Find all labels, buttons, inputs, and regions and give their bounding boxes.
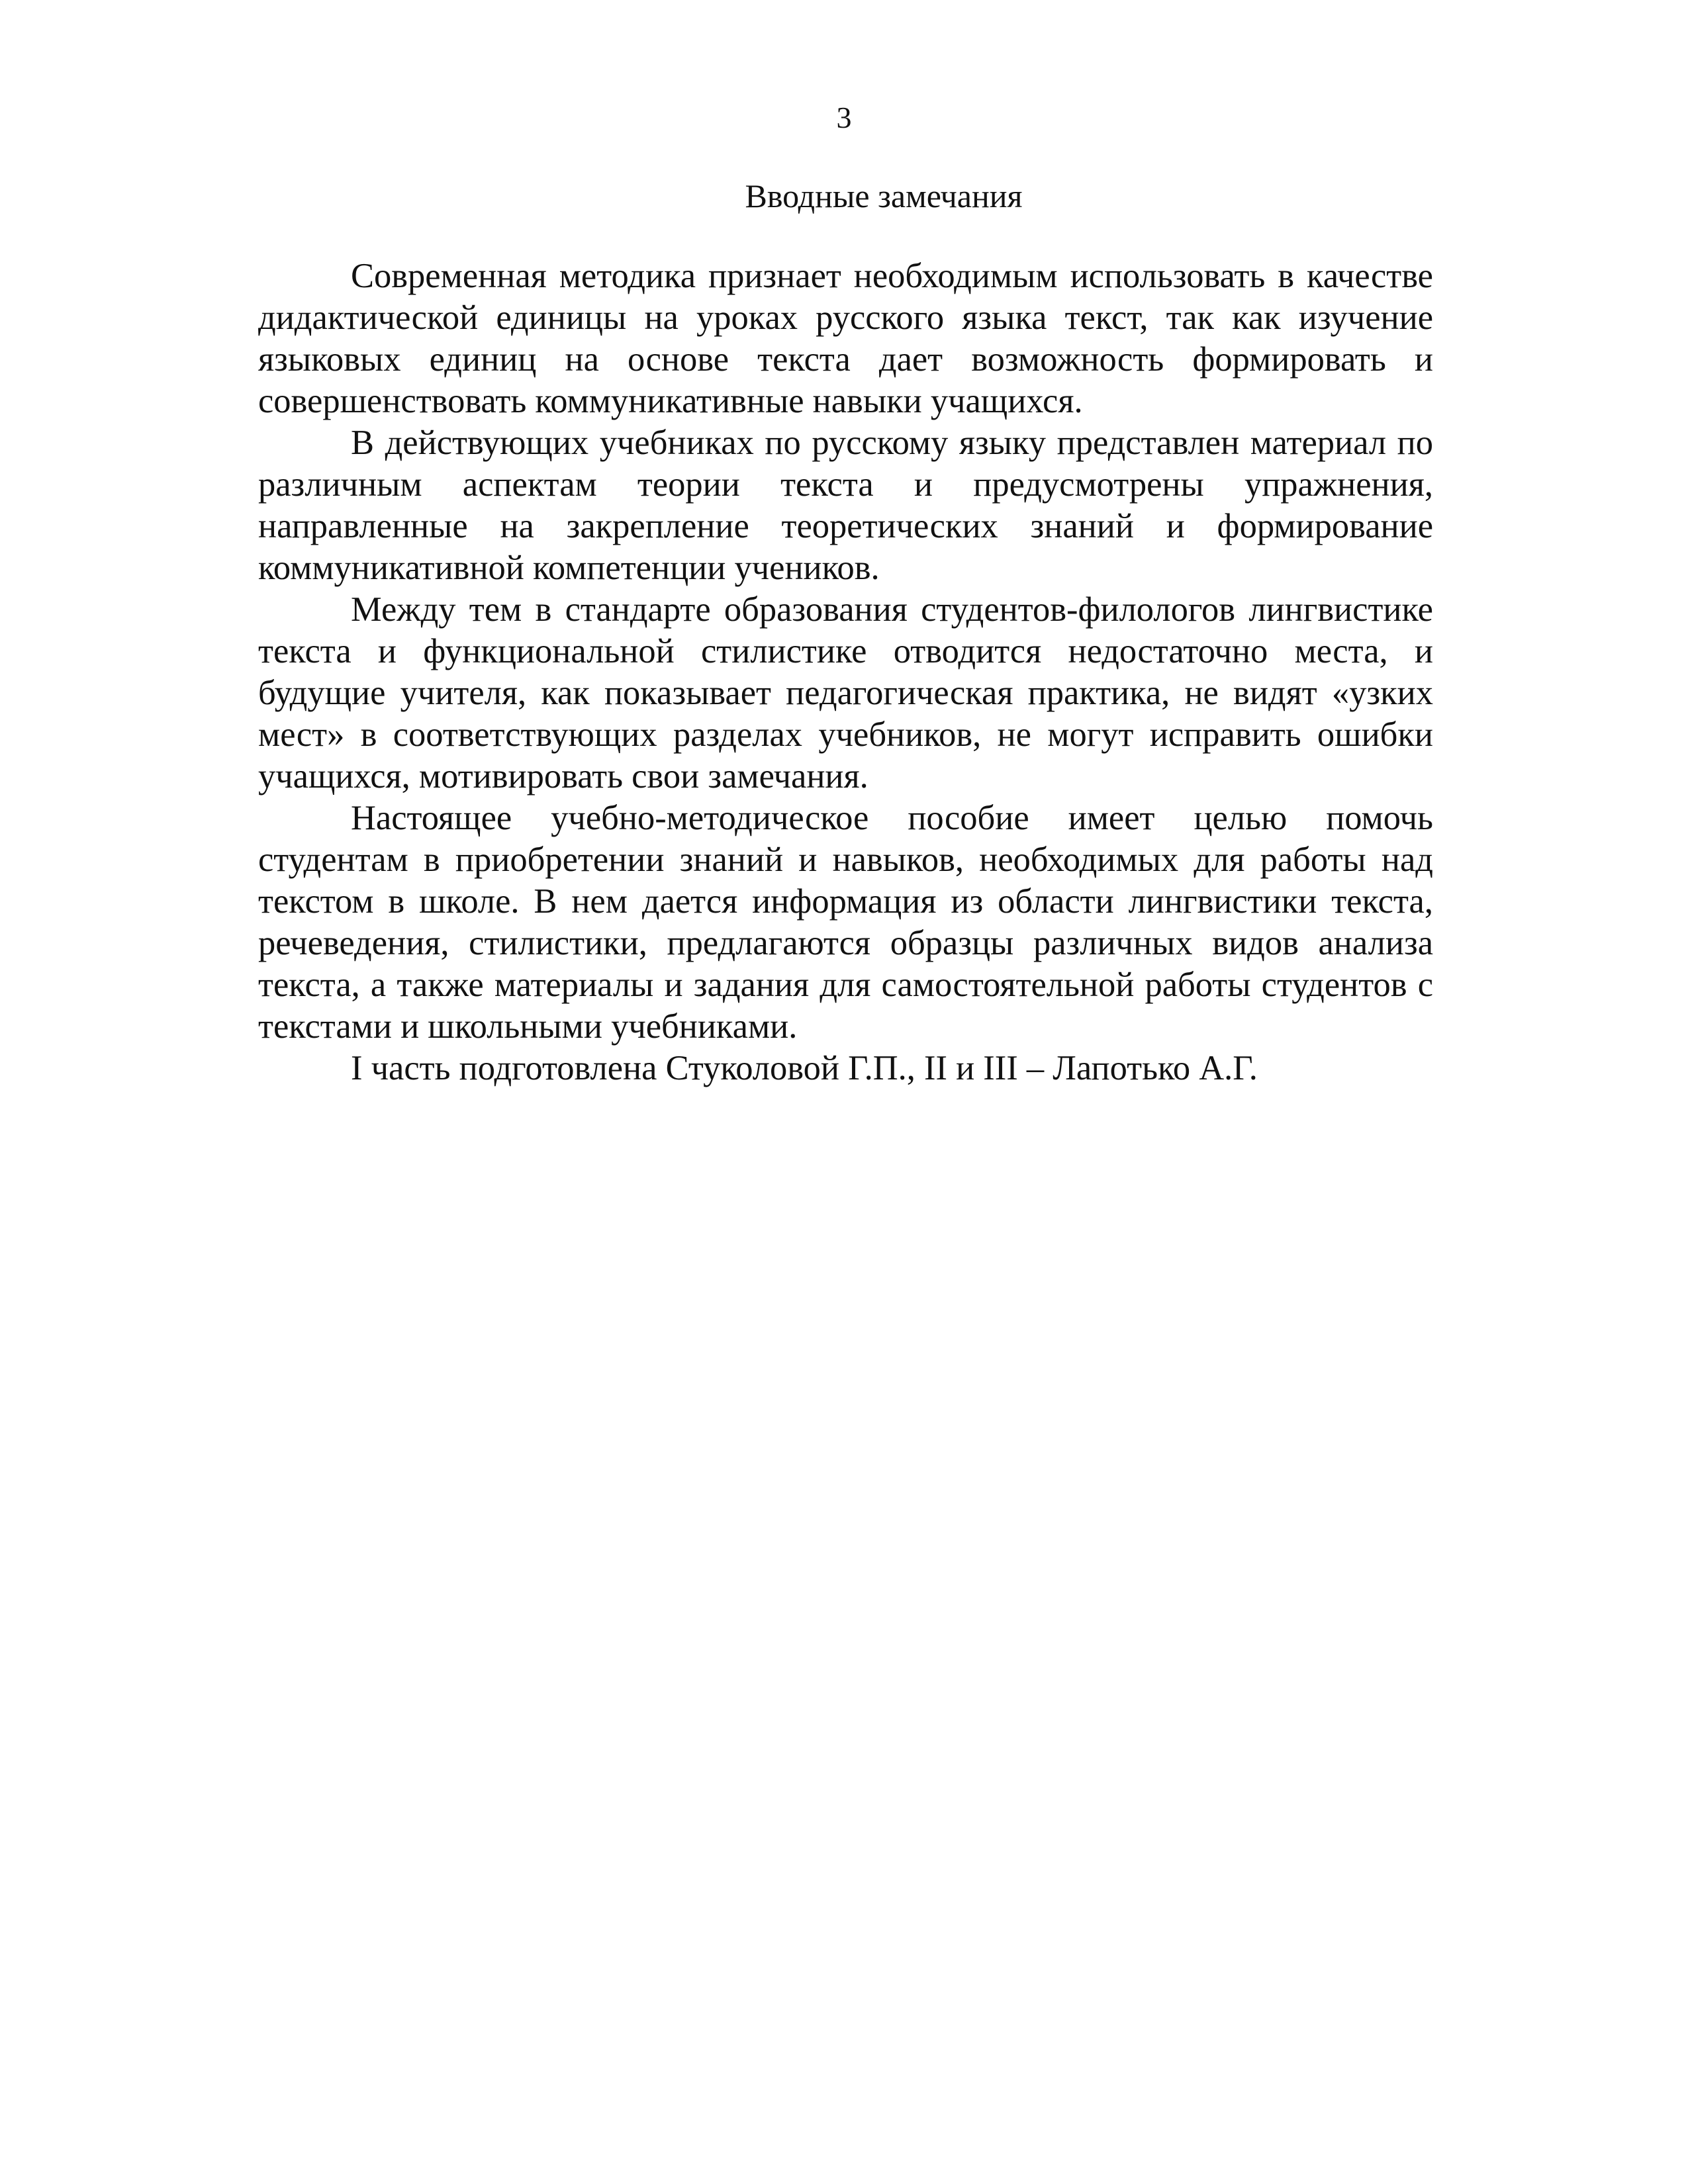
paragraph-4: Настоящее учебно-методическое пособие имеет целью помочь студентам в приобретении знаний и навыков, необходимых для работы над текстом в школе. В нем дается информация из области лингвистики текста, речеведения, стилистики, предлагаются образцы различных видов анализа текста, а также материалы и задания для самостоятельной работы студентов с текстами и школьными учебниками. [258,799,1433,1046]
page-number: 3 [836,101,852,134]
paragraph-1: Современная методика признает необходимым использовать в качестве дидактической единицы на уроках русского языка текст, так как изучение языковых единиц на основе текста дает возможность формировать и совершенствовать коммуникативные навыки учащихся. [258,257,1433,420]
paragraph-3: Между тем в стандарте образования студентов-филологов лингвистике текста и функциональной стилистике отводится недостаточно места, и будущие учителя, как показывает педагогическая практика, не видят «узких мест» в соответствующих разделах учебников, не могут исправить ошибки учащихся, мотивировать свои замечания. [258,590,1433,796]
body-text [258,255,1433,1089]
paragraph-authors: I часть подготовлена Стуколовой Г.П., II и III – Лапотько А.Г. [351,1049,1258,1087]
paragraph-2: В действующих учебниках по русскому языку представлен материал по различным аспектам теории текста и предусмотрены упражнения, направленные на закрепление теоретических знаний и формирование коммуникативной компетенции учеников. [258,424,1433,587]
section-title: Вводные замечания [745,177,1023,214]
